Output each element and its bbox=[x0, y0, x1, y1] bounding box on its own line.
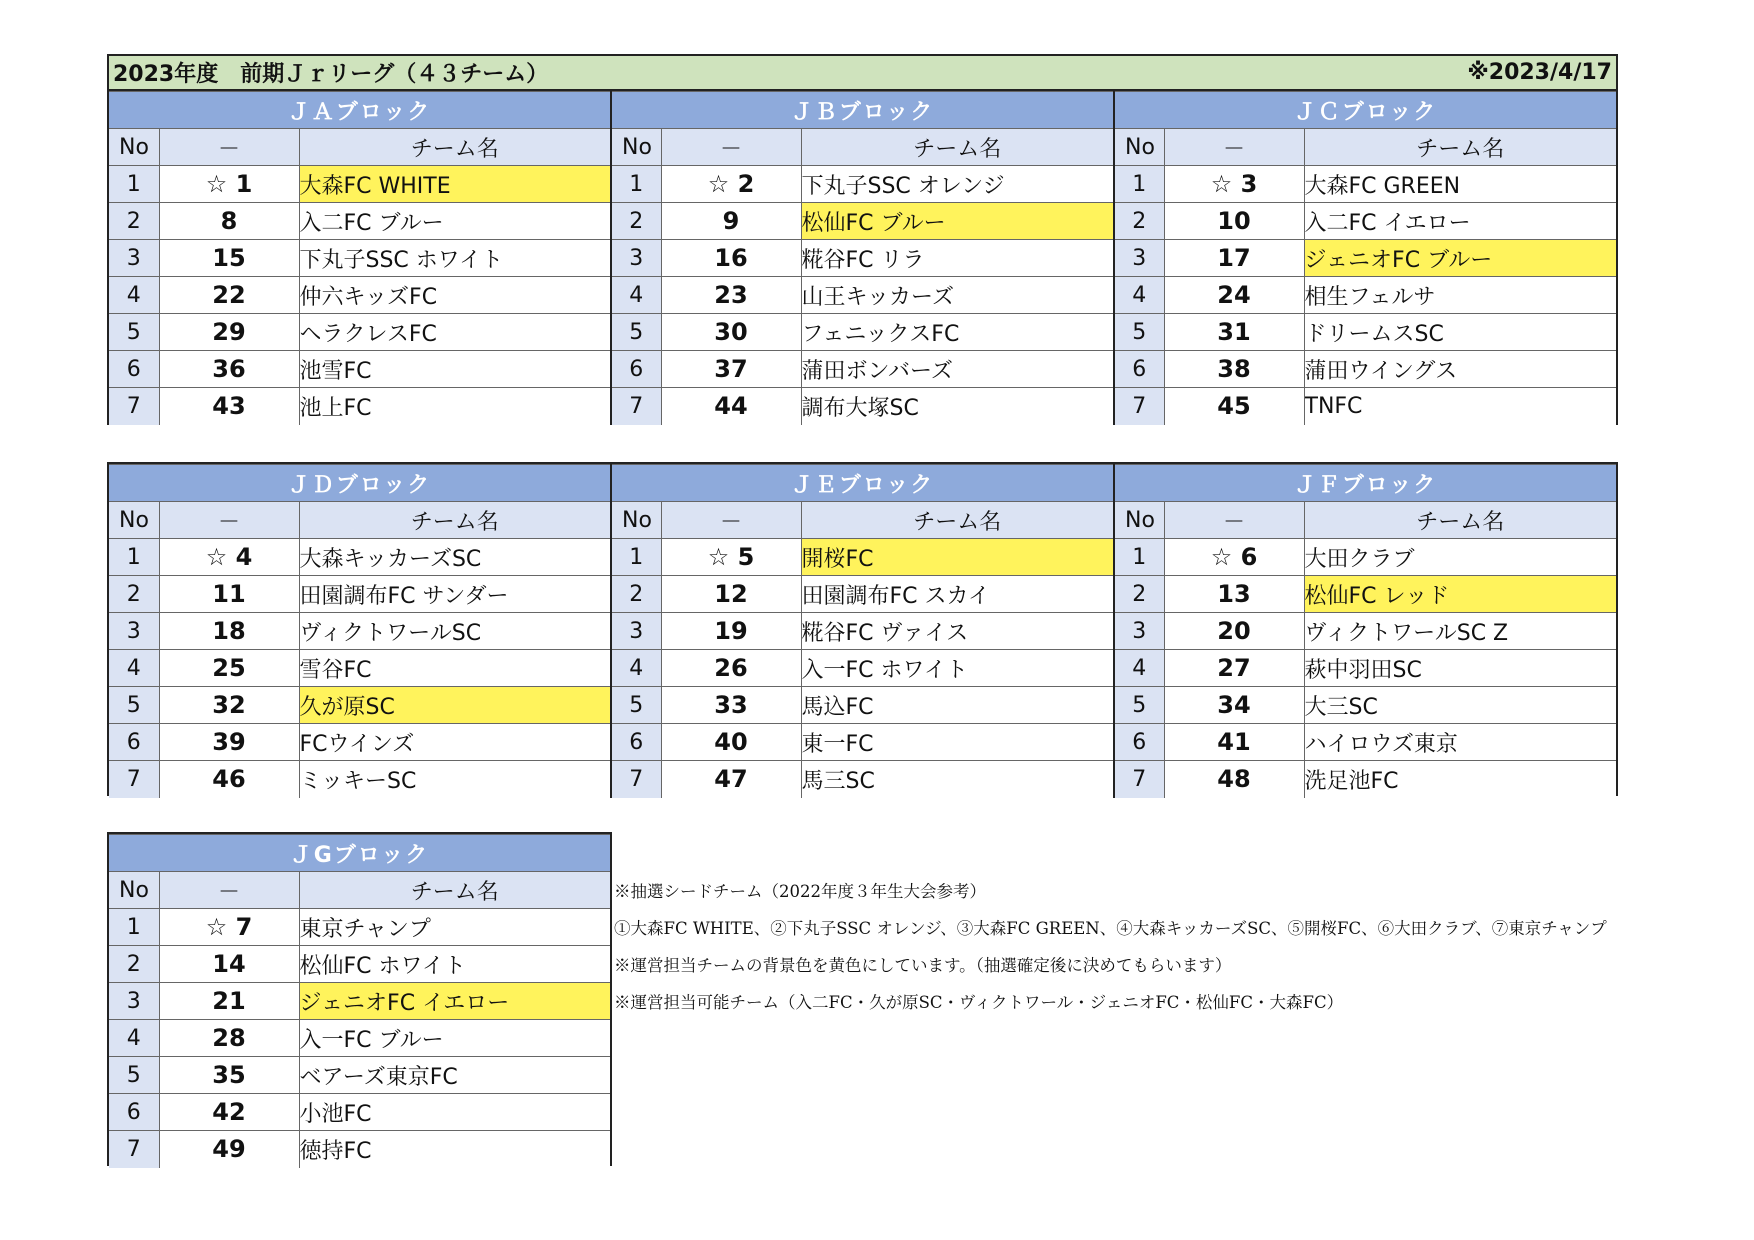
table-row bbox=[109, 613, 610, 650]
table-row bbox=[1114, 166, 1616, 203]
team-name: 雪谷FC bbox=[299, 650, 610, 687]
row-number: 4 bbox=[611, 650, 661, 687]
team-name: ジェニオFC イエロー bbox=[299, 983, 610, 1020]
team-name: 萩中羽田SC bbox=[1304, 650, 1616, 687]
block-row-1 bbox=[107, 91, 1618, 425]
column-header-no: No bbox=[109, 502, 159, 539]
row-number: 7 bbox=[1114, 761, 1164, 798]
team-name: ベアーズ東京FC bbox=[299, 1057, 610, 1094]
team-name: 大三SC bbox=[1304, 687, 1616, 724]
team-name: ジェニオFC ブルー bbox=[1304, 240, 1616, 277]
team-name: 仲六キッズFC bbox=[299, 277, 610, 314]
seed-number: 15 bbox=[159, 240, 299, 277]
table-row bbox=[109, 277, 610, 314]
table-row bbox=[611, 650, 1113, 687]
table-row bbox=[611, 166, 1113, 203]
column-header-seed: － bbox=[159, 129, 299, 166]
team-name: 開桜FC bbox=[801, 539, 1113, 576]
row-number: 1 bbox=[109, 909, 159, 946]
table-row bbox=[611, 388, 1113, 425]
row-number: 3 bbox=[109, 613, 159, 650]
row-number: 1 bbox=[109, 539, 159, 576]
team-name: FCウインズ bbox=[299, 724, 610, 761]
row-number: 1 bbox=[1114, 166, 1164, 203]
seed-number: 42 bbox=[159, 1094, 299, 1131]
row-number: 4 bbox=[109, 277, 159, 314]
team-name: TNFC bbox=[1304, 388, 1616, 425]
row-number: 2 bbox=[611, 576, 661, 613]
table-row bbox=[1114, 650, 1616, 687]
table-row bbox=[109, 946, 610, 983]
row-number: 2 bbox=[611, 203, 661, 240]
seed-number: 20 bbox=[1164, 613, 1304, 650]
row-number: 4 bbox=[1114, 650, 1164, 687]
team-name: 馬三SC bbox=[801, 761, 1113, 798]
team-name: 蒲田ボンバーズ bbox=[801, 351, 1113, 388]
block-g-title: ＪGブロック bbox=[109, 835, 610, 872]
team-name: 小池FC bbox=[299, 1094, 610, 1131]
team-name: 調布大塚SC bbox=[801, 388, 1113, 425]
table-row bbox=[611, 539, 1113, 576]
row-number: 1 bbox=[611, 539, 661, 576]
seed-number: 9 bbox=[661, 203, 801, 240]
row-number: 5 bbox=[1114, 314, 1164, 351]
column-header-team: チーム名 bbox=[801, 129, 1113, 166]
table-row bbox=[1114, 613, 1616, 650]
row-number: 4 bbox=[1114, 277, 1164, 314]
row-number: 4 bbox=[109, 1020, 159, 1057]
team-name: ヴィクトワールSC Z bbox=[1304, 613, 1616, 650]
block-b-title: ＪＢブロック bbox=[611, 92, 1113, 129]
seed-number: 40 bbox=[661, 724, 801, 761]
row-number: 5 bbox=[611, 687, 661, 724]
date-label: ※2023/4/17 bbox=[1467, 60, 1612, 85]
team-name: 糀谷FC リラ bbox=[801, 240, 1113, 277]
row-number: 1 bbox=[611, 166, 661, 203]
table-row bbox=[109, 351, 610, 388]
block-row-2 bbox=[107, 462, 1618, 796]
team-name: ハイロウズ東京 bbox=[1304, 724, 1616, 761]
seed-number: 26 bbox=[661, 650, 801, 687]
seed-number: 17 bbox=[1164, 240, 1304, 277]
team-name: 入二FC ブルー bbox=[299, 203, 610, 240]
block-a-title: ＪＡブロック bbox=[109, 92, 610, 129]
team-name: 蒲田ウイングス bbox=[1304, 351, 1616, 388]
row-number: 7 bbox=[109, 761, 159, 798]
team-name: 下丸子SSC オレンジ bbox=[801, 166, 1113, 203]
note-highlight-explanation: ※運営担当チームの背景色を黄色にしています。（抽選確定後に決めてもらいます） bbox=[614, 956, 1232, 975]
note-seed-title: ※抽選シードチーム（2022年度３年生大会参考） bbox=[614, 882, 986, 901]
seed-number: 39 bbox=[159, 724, 299, 761]
seed-number: ☆ 3 bbox=[1164, 166, 1304, 203]
row-number: 5 bbox=[109, 314, 159, 351]
team-name: 糀谷FC ヴァイス bbox=[801, 613, 1113, 650]
column-header-seed: － bbox=[159, 872, 299, 909]
block-a-title-row bbox=[109, 92, 610, 129]
seed-number: 24 bbox=[1164, 277, 1304, 314]
column-header-team: チーム名 bbox=[1304, 502, 1616, 539]
seed-number: 47 bbox=[661, 761, 801, 798]
table-row bbox=[1114, 539, 1616, 576]
column-header-no: No bbox=[611, 502, 661, 539]
seed-number: 19 bbox=[661, 613, 801, 650]
table-row bbox=[611, 613, 1113, 650]
seed-number: 32 bbox=[159, 687, 299, 724]
team-name: 松仙FC レッド bbox=[1304, 576, 1616, 613]
column-header-no: No bbox=[109, 872, 159, 909]
column-header-row bbox=[109, 129, 610, 166]
team-name: 入一FC ホワイト bbox=[801, 650, 1113, 687]
seed-number: 27 bbox=[1164, 650, 1304, 687]
team-name: 田園調布FC スカイ bbox=[801, 576, 1113, 613]
block-c-title: ＪＣブロック bbox=[1114, 92, 1616, 129]
block-f-title-row bbox=[1114, 465, 1616, 502]
row-number: 3 bbox=[611, 240, 661, 277]
seed-number: ☆ 5 bbox=[661, 539, 801, 576]
table-row bbox=[109, 909, 610, 946]
notes bbox=[614, 873, 1614, 1021]
row-number: 1 bbox=[1114, 539, 1164, 576]
table-row bbox=[109, 1057, 610, 1094]
block-g-title-row bbox=[109, 835, 610, 872]
seed-number: 34 bbox=[1164, 687, 1304, 724]
row-number: 6 bbox=[109, 351, 159, 388]
row-number: 7 bbox=[611, 761, 661, 798]
block-d-title: ＪＤブロック bbox=[109, 465, 610, 502]
table-row bbox=[109, 687, 610, 724]
row-number: 3 bbox=[1114, 613, 1164, 650]
seed-number: 49 bbox=[159, 1131, 299, 1168]
table-row bbox=[109, 203, 610, 240]
column-header-no: No bbox=[109, 129, 159, 166]
seed-number: 37 bbox=[661, 351, 801, 388]
seed-number: 11 bbox=[159, 576, 299, 613]
team-name: ヴィクトワールSC bbox=[299, 613, 610, 650]
row-number: 7 bbox=[1114, 388, 1164, 425]
column-header-team: チーム名 bbox=[299, 872, 610, 909]
table-row bbox=[611, 351, 1113, 388]
seed-number: 35 bbox=[159, 1057, 299, 1094]
row-number: 2 bbox=[109, 203, 159, 240]
seed-number: 21 bbox=[159, 983, 299, 1020]
table-row bbox=[109, 650, 610, 687]
team-name: 大森キッカーズSC bbox=[299, 539, 610, 576]
table-row bbox=[109, 388, 610, 425]
team-name: 相生フェルサ bbox=[1304, 277, 1616, 314]
team-name: 下丸子SSC ホワイト bbox=[299, 240, 610, 277]
team-name: 大森FC WHITE bbox=[299, 166, 610, 203]
seed-number: 44 bbox=[661, 388, 801, 425]
table-row bbox=[109, 1020, 610, 1057]
table-row bbox=[1114, 240, 1616, 277]
seed-number: 36 bbox=[159, 351, 299, 388]
seed-number: 8 bbox=[159, 203, 299, 240]
seed-number: 31 bbox=[1164, 314, 1304, 351]
team-name: 入二FC イエロー bbox=[1304, 203, 1616, 240]
team-name: 東京チャンプ bbox=[299, 909, 610, 946]
table-row bbox=[109, 724, 610, 761]
row-number: 6 bbox=[1114, 724, 1164, 761]
table-row bbox=[109, 240, 610, 277]
row-number: 5 bbox=[109, 687, 159, 724]
seed-number: 28 bbox=[159, 1020, 299, 1057]
row-number: 3 bbox=[1114, 240, 1164, 277]
column-header-no: No bbox=[1114, 502, 1164, 539]
table-row bbox=[109, 539, 610, 576]
row-number: 2 bbox=[109, 576, 159, 613]
block-b-title-row bbox=[611, 92, 1113, 129]
team-name: 徳持FC bbox=[299, 1131, 610, 1168]
block-e-title: ＪＥブロック bbox=[611, 465, 1113, 502]
seed-number: 16 bbox=[661, 240, 801, 277]
table-row bbox=[1114, 576, 1616, 613]
team-name: 池上FC bbox=[299, 388, 610, 425]
row-number: 3 bbox=[109, 240, 159, 277]
row-number: 6 bbox=[1114, 351, 1164, 388]
seed-number: 33 bbox=[661, 687, 801, 724]
seed-number: 45 bbox=[1164, 388, 1304, 425]
table-row bbox=[109, 1131, 610, 1168]
table-row bbox=[611, 576, 1113, 613]
team-name: 入一FC ブルー bbox=[299, 1020, 610, 1057]
seed-number: 41 bbox=[1164, 724, 1304, 761]
row-number: 6 bbox=[611, 724, 661, 761]
column-header-team: チーム名 bbox=[299, 129, 610, 166]
row-number: 5 bbox=[1114, 687, 1164, 724]
seed-number: ☆ 2 bbox=[661, 166, 801, 203]
table-row bbox=[109, 314, 610, 351]
row-number: 5 bbox=[611, 314, 661, 351]
column-header-seed: － bbox=[159, 502, 299, 539]
column-header-seed: － bbox=[1164, 502, 1304, 539]
column-header-team: チーム名 bbox=[299, 502, 610, 539]
column-header-row bbox=[611, 502, 1113, 539]
column-header-row bbox=[611, 129, 1113, 166]
seed-number: 12 bbox=[661, 576, 801, 613]
table-row bbox=[611, 277, 1113, 314]
seed-number: 14 bbox=[159, 946, 299, 983]
team-name: 東一FC bbox=[801, 724, 1113, 761]
table-row bbox=[1114, 203, 1616, 240]
table-row bbox=[611, 687, 1113, 724]
seed-number: 22 bbox=[159, 277, 299, 314]
row-number: 6 bbox=[109, 724, 159, 761]
table-row bbox=[109, 166, 610, 203]
seed-number: 46 bbox=[159, 761, 299, 798]
team-name: 松仙FC ブルー bbox=[801, 203, 1113, 240]
row-number: 7 bbox=[611, 388, 661, 425]
column-header-row bbox=[1114, 129, 1616, 166]
seed-number: 25 bbox=[159, 650, 299, 687]
seed-number: 23 bbox=[661, 277, 801, 314]
block-d-title-row bbox=[109, 465, 610, 502]
team-name: フェニックスFC bbox=[801, 314, 1113, 351]
team-name: ヘラクレスFC bbox=[299, 314, 610, 351]
team-name: 洗足池FC bbox=[1304, 761, 1616, 798]
table-row bbox=[109, 576, 610, 613]
team-name: 久が原SC bbox=[299, 687, 610, 724]
seed-number: 43 bbox=[159, 388, 299, 425]
row-number: 1 bbox=[109, 166, 159, 203]
block-f-table bbox=[1113, 464, 1616, 798]
block-a-table bbox=[109, 91, 610, 425]
title-bar bbox=[107, 54, 1618, 91]
seed-number: 13 bbox=[1164, 576, 1304, 613]
block-f-title: ＪＦブロック bbox=[1114, 465, 1616, 502]
table-row bbox=[109, 983, 610, 1020]
table-row bbox=[109, 1094, 610, 1131]
block-b-table bbox=[610, 91, 1113, 425]
row-number: 2 bbox=[1114, 576, 1164, 613]
table-row bbox=[611, 314, 1113, 351]
seed-number: 29 bbox=[159, 314, 299, 351]
table-row bbox=[611, 203, 1113, 240]
block-d-table bbox=[109, 464, 610, 798]
team-name: ドリームスSC bbox=[1304, 314, 1616, 351]
table-row bbox=[611, 724, 1113, 761]
page-title: 2023年度 前期Ｊｒリーグ（４３チーム） bbox=[113, 62, 549, 87]
row-number: 6 bbox=[109, 1094, 159, 1131]
column-header-seed: － bbox=[1164, 129, 1304, 166]
row-number: 5 bbox=[109, 1057, 159, 1094]
table-row bbox=[1114, 351, 1616, 388]
block-c-title-row bbox=[1114, 92, 1616, 129]
team-name: ミッキーSC bbox=[299, 761, 610, 798]
team-name: 田園調布FC サンダー bbox=[299, 576, 610, 613]
seed-number: ☆ 1 bbox=[159, 166, 299, 203]
row-number: 2 bbox=[109, 946, 159, 983]
table-row bbox=[109, 761, 610, 798]
team-name: 山王キッカーズ bbox=[801, 277, 1113, 314]
seed-number: 18 bbox=[159, 613, 299, 650]
team-name: 池雪FC bbox=[299, 351, 610, 388]
row-number: 3 bbox=[109, 983, 159, 1020]
note-seed-list: ①大森FC WHITE、②下丸子SSC オレンジ、③大森FC GREEN、④大森キッカーズSC、⑤開桜FC、⑥大田クラブ、⑦東京チャンプ bbox=[614, 919, 1607, 938]
seed-number: 30 bbox=[661, 314, 801, 351]
seed-number: 10 bbox=[1164, 203, 1304, 240]
table-row bbox=[1114, 761, 1616, 798]
row-number: 7 bbox=[109, 388, 159, 425]
team-name: 松仙FC ホワイト bbox=[299, 946, 610, 983]
table-row bbox=[611, 761, 1113, 798]
block-g-table bbox=[109, 834, 610, 1168]
column-header-team: チーム名 bbox=[801, 502, 1113, 539]
table-row bbox=[611, 240, 1113, 277]
block-row-3 bbox=[107, 832, 612, 1166]
seed-number: ☆ 7 bbox=[159, 909, 299, 946]
seed-number: ☆ 6 bbox=[1164, 539, 1304, 576]
block-e-table bbox=[610, 464, 1113, 798]
row-number: 7 bbox=[109, 1131, 159, 1168]
seed-number: ☆ 4 bbox=[159, 539, 299, 576]
table-row bbox=[1114, 314, 1616, 351]
column-header-row bbox=[109, 872, 610, 909]
table-row bbox=[1114, 388, 1616, 425]
seed-number: 38 bbox=[1164, 351, 1304, 388]
row-number: 3 bbox=[611, 613, 661, 650]
table-row bbox=[1114, 277, 1616, 314]
column-header-row bbox=[1114, 502, 1616, 539]
team-name: 大森FC GREEN bbox=[1304, 166, 1616, 203]
row-number: 2 bbox=[1114, 203, 1164, 240]
block-e-title-row bbox=[611, 465, 1113, 502]
column-header-seed: － bbox=[661, 129, 801, 166]
note-eligible-teams: ※運営担当可能チーム（入二FC・久が原SC・ヴィクトワール・ジェニオFC・松仙FC・大森FC） bbox=[614, 993, 1344, 1012]
team-name: 大田クラブ bbox=[1304, 539, 1616, 576]
column-header-no: No bbox=[611, 129, 661, 166]
seed-number: 48 bbox=[1164, 761, 1304, 798]
column-header-no: No bbox=[1114, 129, 1164, 166]
row-number: 4 bbox=[109, 650, 159, 687]
column-header-row bbox=[109, 502, 610, 539]
row-number: 6 bbox=[611, 351, 661, 388]
row-number: 4 bbox=[611, 277, 661, 314]
team-name: 馬込FC bbox=[801, 687, 1113, 724]
table-row bbox=[1114, 724, 1616, 761]
column-header-seed: － bbox=[661, 502, 801, 539]
table-row bbox=[1114, 687, 1616, 724]
block-c-table bbox=[1113, 91, 1616, 425]
column-header-team: チーム名 bbox=[1304, 129, 1616, 166]
